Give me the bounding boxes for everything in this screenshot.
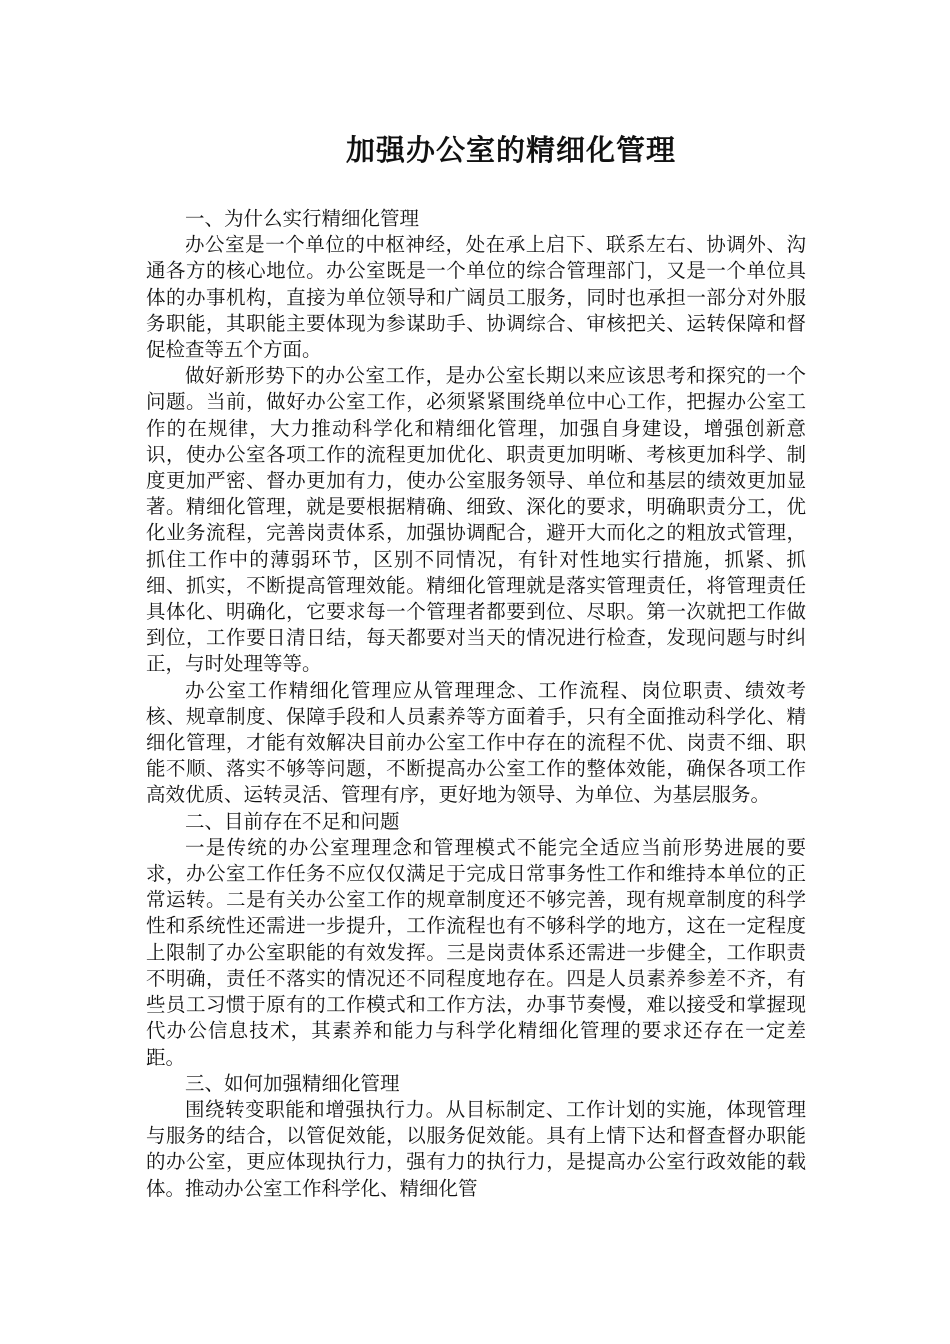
document-title: 加强办公室的精细化管理 [345,133,676,167]
document-page [146,128,806,1202]
section-heading-3: 三、如何加强精细化管理 [185,1071,400,1095]
paragraph: 办公室工作精细化管理应从管理理念、工作流程、岗位职责、绩效考核、规章制度、保障手段和人员素养等方面着手，只有全面推动科学化、精细化管理，才能有效解决目前办公室工作中存在的流程不优、岗责不细、职能不顺、落实不够等问题，不断提高办公室工作的整体效能，确保各项工作高效优质、运转灵活、管理有序，更好地为领导、为单位、为基层服务。 [146,678,806,807]
paragraph: 一是传统的办公室理理念和管理模式不能完全适应当前形势进展的要求，办公室工作任务不应仅仅满足于完成日常事务性工作和维持本单位的正常运转。二是有关办公室工作的规章制度还不够完善，现有规章制度的科学性和系统性还需进一步提升，工作流程也有不够科学的地方，这在一定程度上限制了办公室职能的有效发挥。三是岗责体系还需进一步健全，工作职责不明确，责任不落实的情况还不同程度地存在。四是人员素养参差不齐，有些员工习惯于原有的工作模式和工作方法，办事节奏慢，难以接受和掌握现代办公信息技术，其素养和能力与科学化精细化管理的要求还存在一定差距。 [146,835,806,1069]
paragraph: 办公室是一个单位的中枢神经，处在承上启下、联系左右、协调外、沟通各方的核心地位。办公室既是一个单位的综合管理部门，又是一个单位具体的办事机构，直接为单位领导和广阔员工服务，同时也承担一部分对外服务职能，其职能主要体现为参谋助手、协调综合、审核把关、运转保障和督促检查等五个方面。 [146,233,806,362]
section-heading-2: 二、目前存在不足和问题 [185,809,400,833]
paragraph: 围绕转变职能和增强执行力。从目标制定、工作计划的实施，体现管理与服务的结合，以管促效能，以服务促效能。具有上情下达和督查督办职能的办公室，更应体现执行力，强有力的执行力，是提高办公室行政效能的载体。推动办公室工作科学化、精细化管 [146,1097,806,1200]
section-heading-1: 一、为什么实行精细化管理 [185,207,420,230]
paragraph: 做好新形势下的办公室工作，是办公室长期以来应该思考和探究的一个问题。当前，做好办公室工作，必须紧紧围绕单位中心工作，把握办公室工作的在规律，大力推动科学化和精细化管理，加强自身建设，增强创新意识，使办公室各项工作的流程更加优化、职责更加明晰、考核更加科学、制度更加严密、督办更加有力，使办公室服务领导、单位和基层的绩效更加显著。精细化管理，就是要根据精确、细致、深化的要求，明确职责分工，优化业务流程，完善岗责体系，加强协调配合，避开大而化之的粗放式管理，抓住工作中的薄弱环节，区别不同情况，有针对性地实行措施，抓紧、抓细、抓实，不断提高管理效能。精细化管理就是落实管理责任，将管理责任具体化、明确化，它要求每一个管理者都要到位、尽职。第一次就把工作做到位，工作要日清日结，每天都要对当天的情况进行检查，发现问题与时纠正，与时处理等等。 [146,364,806,676]
